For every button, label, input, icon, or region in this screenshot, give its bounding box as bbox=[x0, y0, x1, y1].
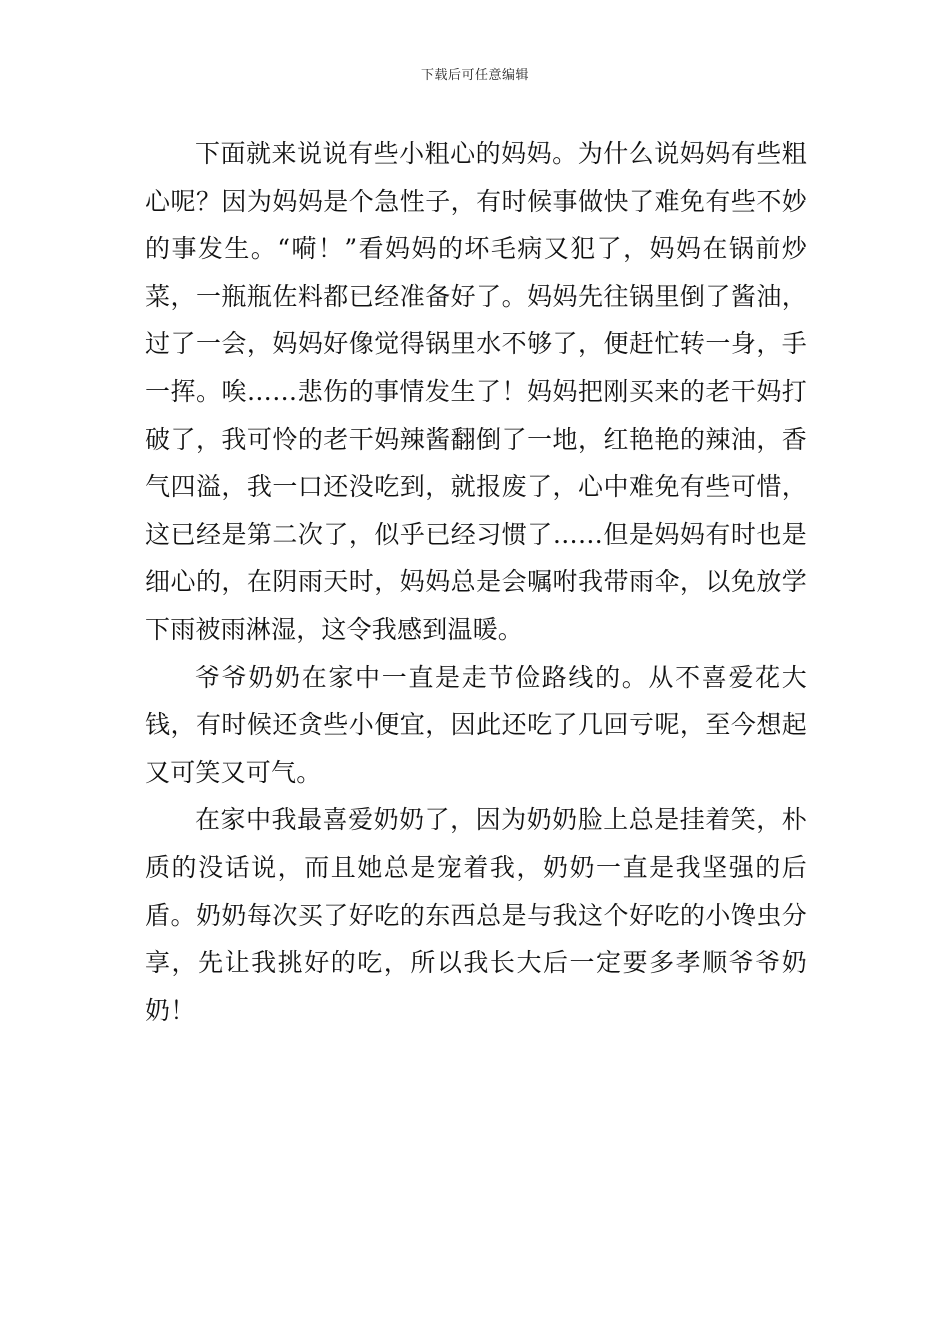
paragraph-3: 在家中我最喜爱奶奶了，因为奶奶脸上总是挂着笑，朴质的没话说，而且她总是宠着我，奶奶一直是我坚强的后盾。奶奶每次买了好吃的东西总是与我这个好吃的小馋虫分享，先让我挑好的吃，所以我长大后一定要多孝顺爷爷奶奶！ bbox=[145, 805, 807, 1025]
paragraph-2: 爷爷奶奶在家中一直是走节俭路线的。从不喜爱花大钱，有时候还贪些小便宜，因此还吃了几回亏呢，至今想起又可笑又可气。 bbox=[145, 662, 807, 787]
document-body bbox=[145, 130, 807, 1034]
page-header: 下载后可任意编辑 bbox=[420, 68, 529, 83]
paragraph-1: 下面就来说说有些小粗心的妈妈。为什么说妈妈有些粗心呢？因为妈妈是个急性子，有时候事做快了难免有些不妙的事发生。“嗬！”看妈妈的坏毛病又犯了，妈妈在锅前炒菜，一瓶瓶佐料都已经准备好了。妈妈先往锅里倒了酱油，过了一会，妈妈好像觉得锅里水不够了，便赶忙转一身，手一挥。唉……悲伤的事情发生了！妈妈把刚买来的老干妈打破了，我可怜的老干妈辣酱翻倒了一地，红艳艳的辣油，香气四溢，我一口还没吃到，就报废了，心中难免有些可惜，这已经是第二次了，似乎已经习惯了……但是妈妈有时也是细心的，在阴雨天时，妈妈总是会嘱咐我带雨伞，以免放学下雨被雨淋湿，这令我感到温暖。 bbox=[145, 139, 807, 644]
